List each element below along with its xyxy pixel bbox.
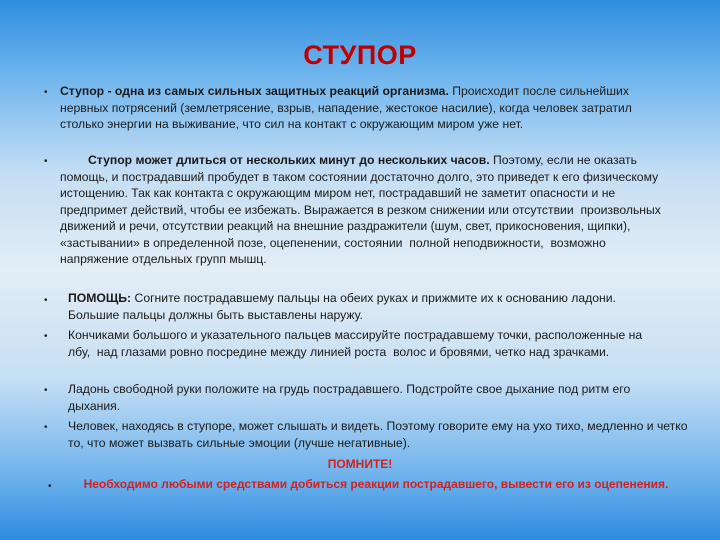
paragraph-definition-bold: Ступор - одна из самых сильных защитных реакций организма. <box>60 84 449 98</box>
paragraph-massage <box>68 327 648 360</box>
paragraph-definition-text: Происходит после сильнейших нервных потрясений (землетрясение, взрыв, нападение, жестокое насилие), когда человек затратил столько энергии на выживание, что сил на контакт с окружающим миром уже нет. <box>60 84 636 131</box>
bullet-6: • <box>44 422 48 433</box>
paragraph-duration-bold: Ступор может длиться от нескольких минут до нескольких часов. <box>88 153 490 167</box>
paragraph-definition <box>60 83 660 133</box>
paragraph-help-text: Согните пострадавшему пальцы на обеих руках и прижмите их к основанию ладони. Большие пальцы должны быть выставлены наружу. <box>68 291 620 322</box>
remember-text: Необходимо любыми средствами добиться реакции пострадавшего, вывести его из оцепенения. <box>83 477 669 491</box>
paragraph-speak <box>68 418 691 451</box>
paragraph-breathing-text: Ладонь свободной руки положите на грудь пострадавшего. Подстройте свое дыхание под ритм его дыхания. <box>68 382 634 413</box>
paragraph-duration-text: Поэтому, если не оказать помощь, и пострадавший пробудет в таком состоянии достаточно долго, это приведет к его физическому истощению. Так как контакта с окружающим миром нет, пострадавший не заметит опасности и не предпримет действий, чтобы ее избежать. Выражается в резком снижении или отсутствии произвольных движений и речи, отсутствии реакций на внешние раздражители (шум, свет, прикосновения, щипки), «застывании» в определенной позе, оцепенении, состоянии полной неподвижности, возможно напряжение отдельных групп мышц. <box>60 153 665 266</box>
paragraph-help-bold: ПОМОЩЬ: <box>68 291 132 305</box>
slide-title: СТУПОР <box>303 40 417 70</box>
paragraph-help <box>68 290 668 323</box>
paragraph-speak-text: Человек, находясь в ступоре, может слышать и видеть. Поэтому говорите ему на ухо тихо, медленно и четко то, что может вызвать сильные эмоции (лучше негативные). <box>68 419 691 450</box>
paragraph-breathing <box>68 381 668 414</box>
paragraph-duration <box>60 152 672 268</box>
bullet-4: • <box>44 331 48 342</box>
bullet-5: • <box>44 385 48 396</box>
paragraph-massage-text: Кончиками большого и указательного пальцев массируйте пострадавшему точки, расположенные на лбу, над глазами ровно посредине между линией роста волос и бровями, четко над зрачками. <box>68 328 646 359</box>
bullet-1: • <box>44 87 48 98</box>
bullet-2: • <box>44 156 48 167</box>
bullet-7: • <box>48 481 52 492</box>
remember-heading: ПОМНИТЕ! <box>327 457 393 471</box>
bullet-3: • <box>44 295 48 306</box>
